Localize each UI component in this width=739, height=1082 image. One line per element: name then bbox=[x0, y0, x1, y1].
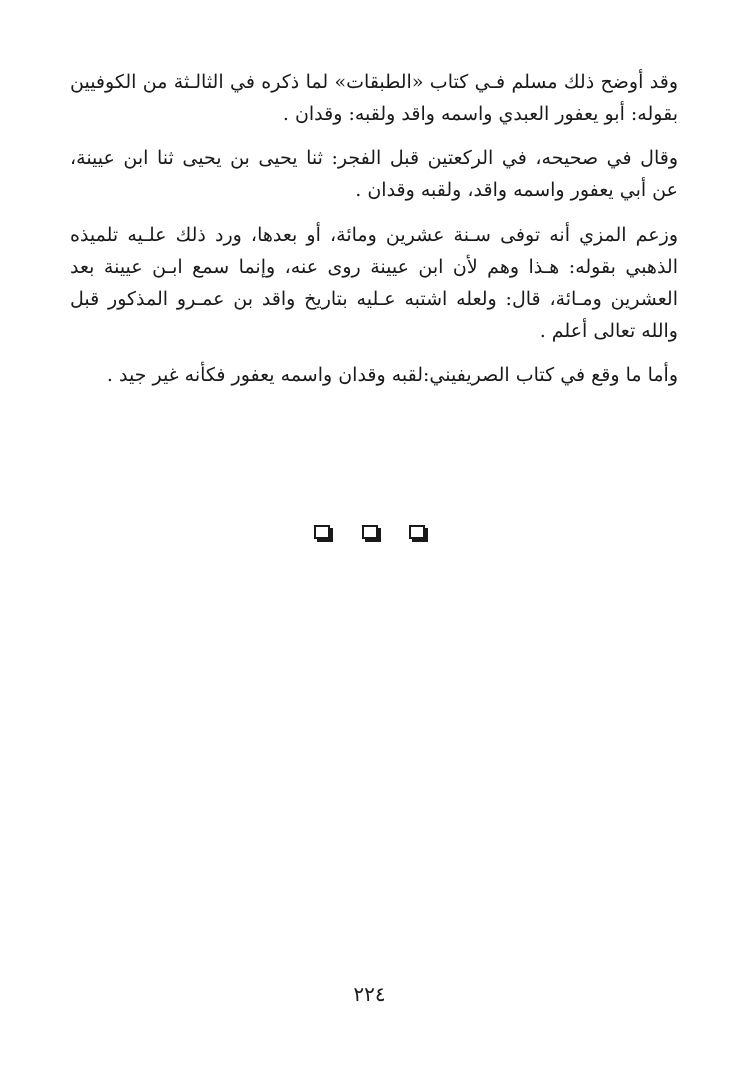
text-line: والله تعالى أعلم . bbox=[539, 320, 678, 342]
text-line: وزعم المزي أنه توفى سـنة عشرين ومائة، أو بعدها، ورد ذلك علـيه تلميذه bbox=[70, 224, 678, 246]
text-line: بقوله: أبو يعفور العبدي واسمه واقد ولقبه: وقدان . bbox=[282, 103, 678, 125]
paragraph-sahih bbox=[70, 142, 678, 206]
paragraph-muslim-tabaqat bbox=[70, 66, 678, 130]
paragraph-mizzi bbox=[70, 219, 678, 347]
text-line: العشرين ومـائة، قال: ولعله اشتبه عـليه بتاريخ واقد بن عمـرو المذكور قبل bbox=[70, 288, 678, 310]
section-end-ornament bbox=[0, 524, 739, 543]
text-line: وقد أوضح ذلك مسلم فـي كتاب «الطبقات» لما ذكره في الثالـثة من الكوفيين bbox=[70, 71, 678, 93]
page-number: ٢٢٤ bbox=[353, 982, 386, 1006]
text-line: وأما ما وقع في كتاب الصريفيني:لقبه وقدان واسمه يعفور فكأنه غير جيد . bbox=[106, 364, 678, 386]
text-line: وقال في صحيحه، في الركعتين قبل الفجر: ثنا يحيى بن يحيى ثنا ابن عيينة، bbox=[70, 147, 678, 169]
text-line: الذهبي بقوله: هـذا وهم لأن ابن عيينة روى عنه، وإنما سمع ابـن عيينة بعد bbox=[70, 256, 678, 278]
square-ornament-icon bbox=[314, 525, 330, 539]
text-line: عن أبي يعفور واسمه واقد، ولقبه وقدان . bbox=[355, 179, 678, 201]
square-ornament-icon bbox=[362, 525, 378, 539]
square-ornament-icon bbox=[409, 525, 425, 539]
paragraph-sarifini bbox=[70, 359, 678, 391]
